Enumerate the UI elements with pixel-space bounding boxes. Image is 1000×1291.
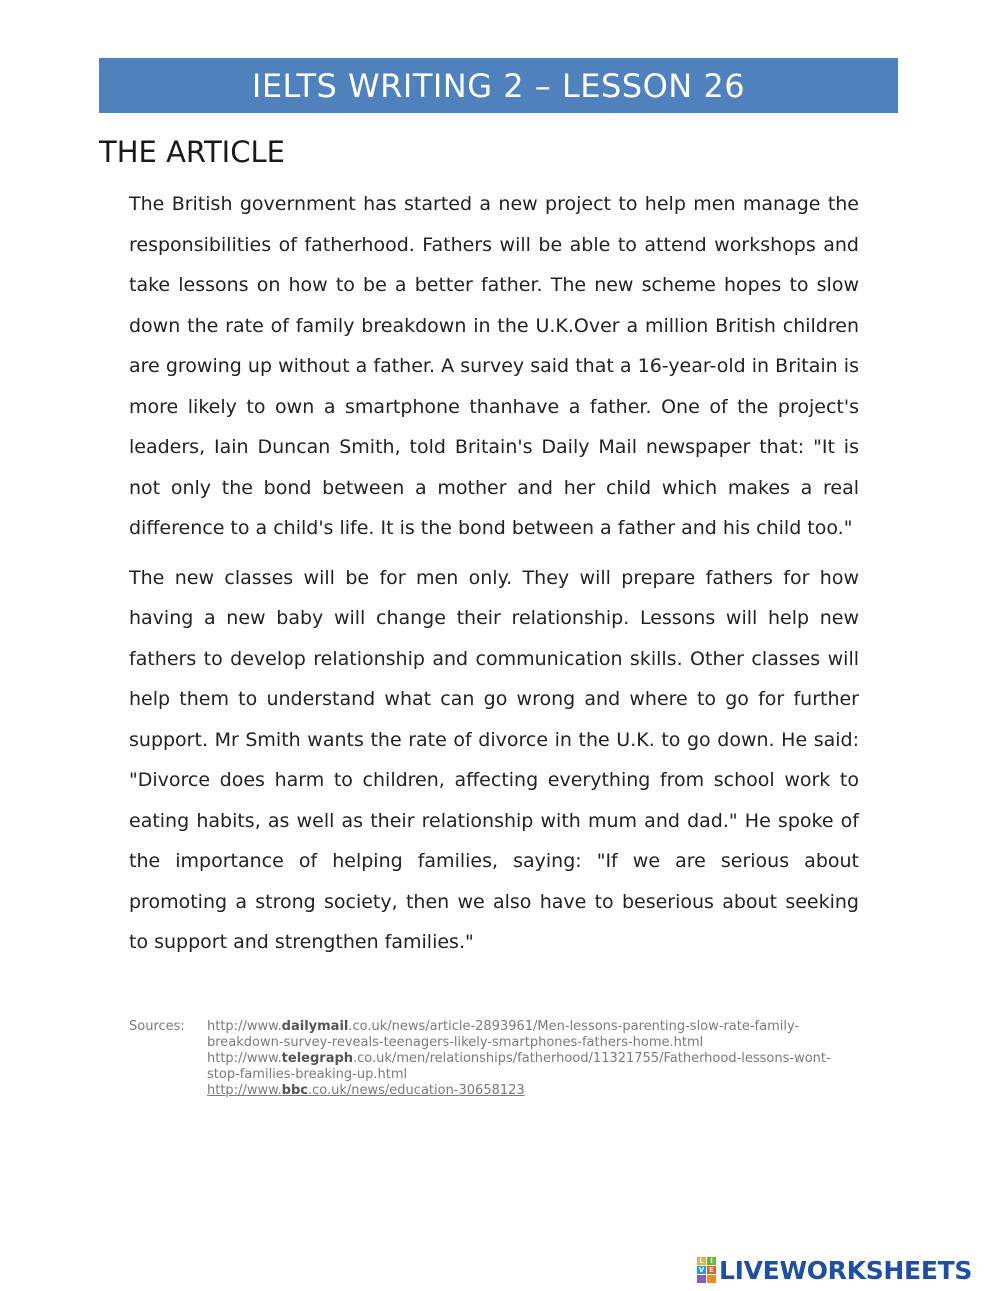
logo-tile: E bbox=[707, 1266, 716, 1274]
source-link-domain: telegraph bbox=[281, 1051, 354, 1066]
source-link-domain: bbc bbox=[281, 1083, 308, 1098]
source-link-prefix: http://www. bbox=[207, 1083, 282, 1098]
article-body bbox=[129, 184, 859, 963]
logo-tile: V bbox=[698, 1266, 705, 1274]
logo-tile bbox=[707, 1275, 716, 1283]
article-paragraph-1: The British government has started a new project to help men manage the responsibilities of fatherhood. Fathers will be able to attend workshops and take lessons on how to be a better father. The new scheme hopes to slow down the rate of family breakdown in the U.K.Over a million British children are growing up without a father. A survey said that a 16-year-old in Britain is more likely to own a smartphone thanhave a father. One of the project's leaders, Iain Duncan Smith, told Britain's Daily Mail newspaper that: "It is not only the bond between a mother and her child which makes a real difference to a child's life. It is the bond between a father and his child too." bbox=[129, 193, 859, 539]
source-link-path: .co.uk/news/education-30658123 bbox=[308, 1083, 525, 1098]
logo-text: LIVEWORKSHEETS bbox=[719, 1255, 973, 1285]
logo-tile bbox=[697, 1275, 706, 1283]
source-link-dailymail[interactable] bbox=[207, 1019, 849, 1051]
logo-mark-icon bbox=[697, 1257, 716, 1283]
liveworksheets-logo[interactable] bbox=[697, 1254, 972, 1286]
source-link-path: .co.uk/news/article-2893961/Men-lessons-parenting-slow-rate-family-breakdown-survey-reveals-teenagers-likely-smartphones-fathers-home.html bbox=[207, 1019, 800, 1050]
source-link-telegraph[interactable] bbox=[207, 1051, 849, 1083]
page-title: IELTS WRITING 2 – LESSON 26 bbox=[251, 66, 746, 105]
sources-label: Sources: bbox=[129, 1019, 185, 1034]
source-link-prefix: http://www. bbox=[207, 1051, 282, 1066]
logo-tile: I bbox=[707, 1257, 716, 1265]
section-heading: THE ARTICLE bbox=[99, 135, 285, 169]
article-paragraph-2: The new classes will be for men only. They will prepare fathers for how having a new baby will change their relationship. Lessons will help new fathers to develop relationship and communication skills. Other classes will help them to understand what can go wrong and where to go for further support. Mr Smith wants the rate of divorce in the U.K. to go down. He said: "Divorce does harm to children, affecting everything from school work to eating habits, as well as their relationship with mum and dad." He spoke of the importance of helping families, saying: "If we are serious about promoting a strong society, then we also have to beserious about seeking to support and strengthen families." bbox=[129, 566, 859, 953]
source-link-domain: dailymail bbox=[281, 1019, 349, 1034]
source-link-bbc[interactable] bbox=[207, 1083, 849, 1099]
sources-block bbox=[129, 1019, 849, 1099]
title-banner bbox=[99, 58, 898, 113]
source-link-prefix: http://www. bbox=[207, 1019, 282, 1034]
sources-list bbox=[207, 1019, 849, 1099]
logo-tile: L bbox=[697, 1257, 706, 1265]
source-link-path: .co.uk/men/relationships/fatherhood/11321755/Fatherhood-lessons-wont-stop-families-breaking-up.html bbox=[207, 1051, 831, 1082]
